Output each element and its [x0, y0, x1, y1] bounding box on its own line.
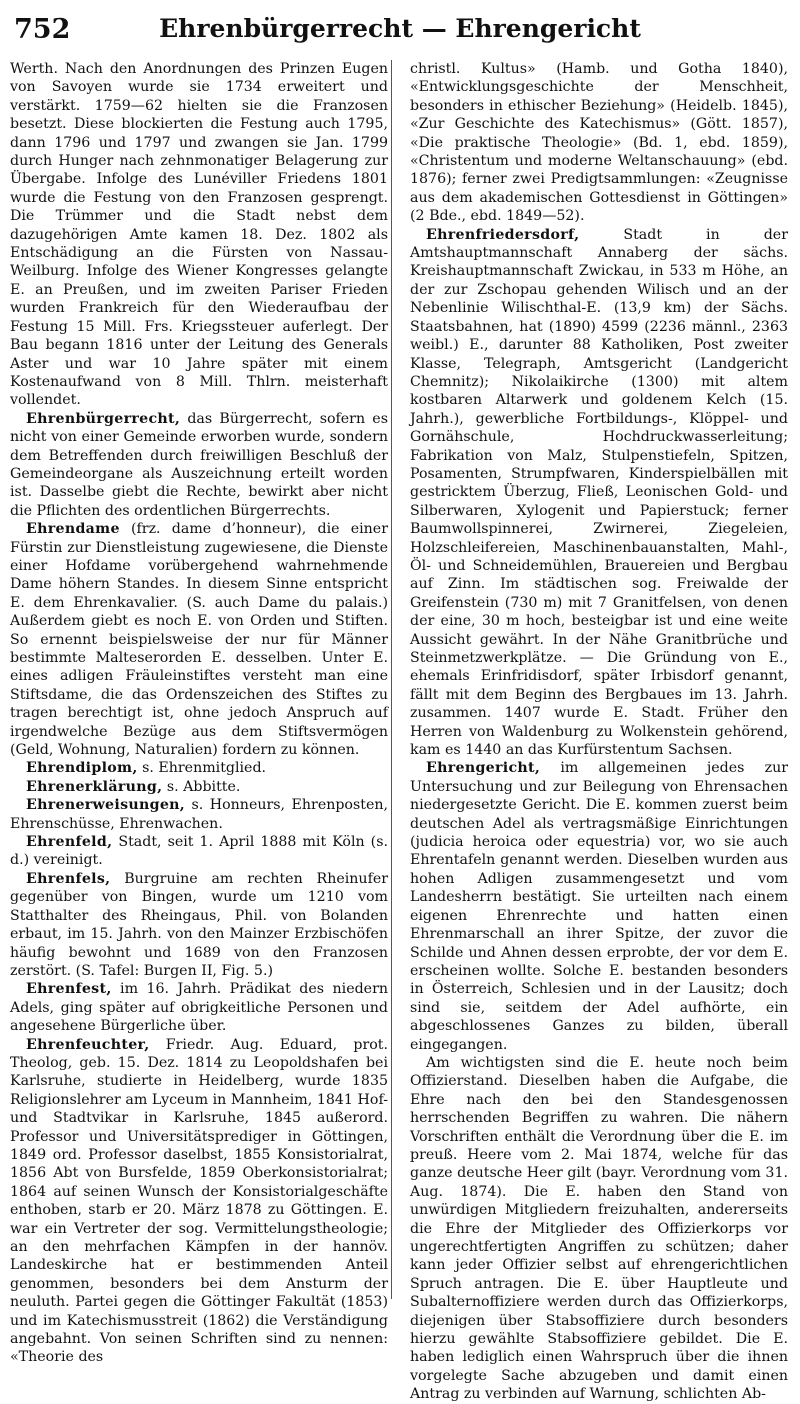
- entry-headword: Ehrendiplom,: [26, 760, 138, 777]
- entry-text: christl. Kultus» (Hamb. und Gotha 1840), «Entwicklungsgeschichte der Menschheit, besonders in ethischer Beziehung» (Heidelb. 1845), «Zur Geschichte des Katechismus» (Gött. 1857), «Die praktische Theologie» (Bd. 1, ebd. 1859), «Christentum und moderne Weltanschauung» (ebd. 1876); ferner zwei Predigtsammlungen: «Zeugnisse aus dem akademischen Gottesdienst in Göttingen» (2 Bde., ebd. 1849—52).: [410, 61, 788, 225]
- entry-text: s. Abbitte.: [162, 778, 241, 795]
- entry-text: Werth. Nach den Anordnungen des Prinzen Eugen von Savoyen wurde sie 1734 erweitert und verstärkt. 1759—62 hielten sie die Franzosen besetzt. Diese blockierten die Festung auch 1795, dann 1796 und 1797 und zwangen sie Jan. 1799 durch Hunger nach zehnmonatiger Belagerung zur Übergabe. Infolge des Lunéviller Friedens 1801 wurde die Festung von den Franzosen gesprengt. Die Trümmer und die Stadt nebst dem dazugehörigen Amte kamen 18. Dez. 1802 als Entschädigung an die Fürsten von Nassau-Weilburg. Infolge des Wiener Kongresses gelangte E. an Preußen, und im zweiten Pariser Frieden wurden Frankreich für den Wiederaufbau der Festung 15 Mill. Frs. Kriegssteuer auferlegt. Der Bau begann 1816 unter der Leitung des Generals Aster und war 10 Jahre später mit einem Kostenaufwand von 8 Mill. Thlrn. meisterhaft vollendet.: [10, 61, 388, 409]
- column-divider: [391, 60, 392, 1299]
- entry-text: Stadt, seit 1. April 1888 mit Köln (s. d.) vereinigt.: [10, 834, 388, 869]
- dictionary-entry: [10, 796, 388, 833]
- entry-headword: Ehrenfels,: [26, 870, 111, 887]
- entry-headword: Ehrenfeuchter,: [26, 1036, 150, 1053]
- entry-headword: Ehrendame: [26, 521, 120, 538]
- entry-text: (frz. dame d’honneur), die einer Fürstin zur Dienstleistung zugewiesene, die Dienste einer Hofdame vorübergehend wahrnehmende Dame höhern Standes. In diesem Sinne entspricht E. dem Ehrenkavalier. (S. auch Dame du palais.) Außerdem giebt es noch E. von Orden und Stiften. So ernennt beispielsweise der nur für Männer bestimmte Malteserorden E. desselben. Unter E. eines adligen Fräuleinstiftes versteht man eine Stiftsdame, die das Ordenszeichen des Stiftes zu tragen berechtigt ist, ohne jedoch Anspruch auf irgendwelche Bezüge aus dem Stiftsvermögen (Geld, Wohnung, Naturalien) fordern zu können.: [10, 521, 388, 759]
- entry-text: s. Ehrenmitglied.: [137, 760, 267, 777]
- entry-headword: Ehrenerklärung,: [26, 778, 163, 795]
- entry-headword: Ehrenfriedersdorf,: [426, 226, 580, 243]
- entry-paragraph: [410, 1054, 788, 1404]
- entry-text: Am wichtigsten sind die E. heute noch beim Offizierstand. Dieselben haben die Aufgabe, die Ehre nach den bei den Standesgenossen herrschenden Begriffen zu wahren. Die nähern Vorschriften enthält die Verordnung über die E. im preuß. Heere vom 2. Mai 1874, welche für das ganze deutsche Heer gilt (bayr. Verordnung vom 31. Aug. 1874). Die E. haben den Stand von unwürdigen Mitgliedern freizuhalten, andererseits die Ehre der Mitglieder des Offizierkorps vor ungerechtfertigten Angriffen zu schützen; daher kann jeder Offizier selbst auf ehrengerichtlichen Spruch antragen. Die E. über Hauptleute und Subalternoffiziere werden durch das Offizierkorps, diejenigen über Stabsoffiziere durch besonders hierzu gewählte Stabsoffiziere gebildet. Die E. haben lediglich einen Wahrspruch über die ihnen vorgelegte Sache abzugeben und damit einen Antrag zu verbinden auf Warnung, schlichten Ab-: [410, 1054, 788, 1403]
- text-columns: [10, 60, 792, 1403]
- entry-paragraph: [10, 60, 388, 410]
- dictionary-entry: [10, 410, 388, 520]
- entry-paragraph: [410, 60, 788, 226]
- left-column: [10, 60, 388, 1366]
- entry-headword: Ehrengericht,: [426, 760, 541, 777]
- entry-headword: Ehrenbürgerrecht,: [26, 410, 181, 427]
- dictionary-entry: [10, 778, 388, 796]
- entry-text: Stadt in der Amtshauptmannschaft Annaberg der sächs. Kreishauptmannschaft Zwickau, in 533 m Höhe, an der zur Zschopau gehenden Wilisch und an der Nebenlinie Wilischthal-E. (13,9 km) der Sächs. Staatsbahnen, hat (1890) 4599 (2236 männl., 2363 weibl.) E., darunter 88 Katholiken, Post zweiter Klasse, Telegraph, Amtsgericht (Landgericht Chemnitz); Nikolaikirche (1300) mit altem kostbaren Altarwerk und goldenem Kelch (15. Jahrh.), gewerbliche Fortbildungs-, Klöppel- und Gornähschule, Hochdruckwasserleitung; Fabrikation von Malz, Stulpenstiefeln, Spitzen, Posamenten, Strumpfwaren, Kinderspielbällen mit gestricktem Überzug, Fließ, Leonischen Gold- und Silberwaren, Xylogenit und Papierstuck; ferner Baumwollspinnerei, Zwirnerei, Ziegeleien, Holzschleifereien, Maschinenbauanstalten, Mahl-, Öl- und Schneidemühlen, Brauereien und Bergbau auf Zinn. Im städtischen sog. Freiwalde der Greifenstein (730 m) mit 7 Granitfelsen, von denen der eine, 30 m hoch, besteigbar ist und eine weite Aussicht gewährt. In der Nähe Granitbrüche und Steinmetzwerkplätze. — Die Gründung von E., ehemals Erinfridisdorf, später Irbisdorf genannt, fällt mit dem Beginn des Bergbaues im 13. Jahrh. zusammen. 1407 wurde E. Stadt. Früher den Herren von Waldenburg zu Wolkenstein gehörend, kam es 1440 an das Kurfürstentum Sachsen.: [410, 226, 788, 759]
- running-head: Ehrenbürgerrecht — Ehrengericht: [159, 14, 641, 43]
- dictionary-entry: [10, 980, 388, 1035]
- entry-text: im allgemeinen jedes zur Untersuchung und zur Beilegung von Ehrensachen niedergesetzte Gericht. Die E. kommen zuerst beim deutschen Adel als vertragsmäßige Einrichtungen (judicia heroica oder equestria) vor, wo sie auch Ehrentafeln genannt werden. Dieselben wurden aus hohen Adligen zusammengesetzt und vom Landesherrn bestätigt. Sie urteilten nach einem eigenen Ehrenrechte und hatten einen Ehrenmarschall an ihrer Spitze, der zuvor die Schilde und Ahnen dessen erprobte, der vor dem E. erscheinen wollte. Solche E. bestanden besonders in Österreich, Schlesien und in der Lausitz; doch sind sie, seitdem der Adel aufhörte, ein abgeschlossenes Ganzes zu bilden, überall eingegangen.: [410, 760, 788, 1053]
- dictionary-entry: [410, 226, 788, 760]
- dictionary-entry: [10, 520, 388, 759]
- entry-headword: Ehrenfeld,: [26, 834, 113, 851]
- entry-text: das Bürgerrecht, sofern es nicht von einer Gemeinde erworben wurde, sondern dem Betreffenden durch freiwilligen Beschluß der Gemeindeorgane als Auszeichnung erteilt worden ist. Dasselbe giebt die Rechte, bewirkt aber nicht die Pflichten des ordentlichen Bürgerrechts.: [10, 410, 388, 519]
- entry-text: Burgruine am rechten Rheinufer gegenüber von Bingen, wurde um 1210 vom Statthalter des Rheingaus, Phil. von Bolanden erbaut, im 15. Jahrh. von den Mainzer Erzbischöfen häufig bewohnt und 1689 von den Franzosen zerstört. (S. Tafel: Burgen II, Fig. 5.): [10, 870, 388, 979]
- entry-text: Friedr. Aug. Eduard, prot. Theolog, geb. 15. Dez. 1814 zu Leopoldshafen bei Karlsruhe, studierte in Heidelberg, wurde 1835 Religionslehrer am Lyceum in Mannheim, 1841 Hof- und Stadtvikar in Karlsruhe, 1845 außerord. Professor und Universitätsprediger in Göttingen, 1849 ord. Professor daselbst, 1855 Konsistorialrat, 1856 Abt von Bursfelde, 1859 Oberkonsistorialrat; 1864 auf seinen Wunsch der Konsistorialgeschäfte enthoben, starb er 20. März 1878 zu Göttingen. E. war ein Vertreter der sog. Vermittelungstheologie; an den mehrfachen Kämpfen in der hannöv. Landeskirche hat er bestimmenden Anteil genommen, besonders bei dem Ansturm der neuluth. Partei gegen die Göttinger Fakultät (1853) und im Katechismusstreit (1862) die Verständigung angebahnt. Von seinen Schriften sind zu nennen: «Theorie des: [10, 1036, 388, 1366]
- dictionary-entry: [10, 870, 388, 980]
- dictionary-entry: [410, 759, 788, 1054]
- entry-headword: Ehrenfest,: [26, 981, 112, 998]
- right-column: [410, 60, 788, 1403]
- dictionary-entry: [10, 833, 388, 870]
- entry-headword: Ehrenerweisungen,: [26, 797, 185, 814]
- page-header: [14, 12, 786, 52]
- entry-text: s. Honneurs, Ehrenposten, Ehrenschüsse, Ehrenwachen.: [10, 797, 388, 832]
- entry-text: im 16. Jahrh. Prädikat des niedern Adels, ging später auf obrigkeitliche Personen und angesehene Bürgerliche über.: [10, 981, 388, 1035]
- page-number: 752: [14, 14, 71, 45]
- dictionary-entry: [10, 759, 388, 777]
- dictionary-entry: [10, 1036, 388, 1367]
